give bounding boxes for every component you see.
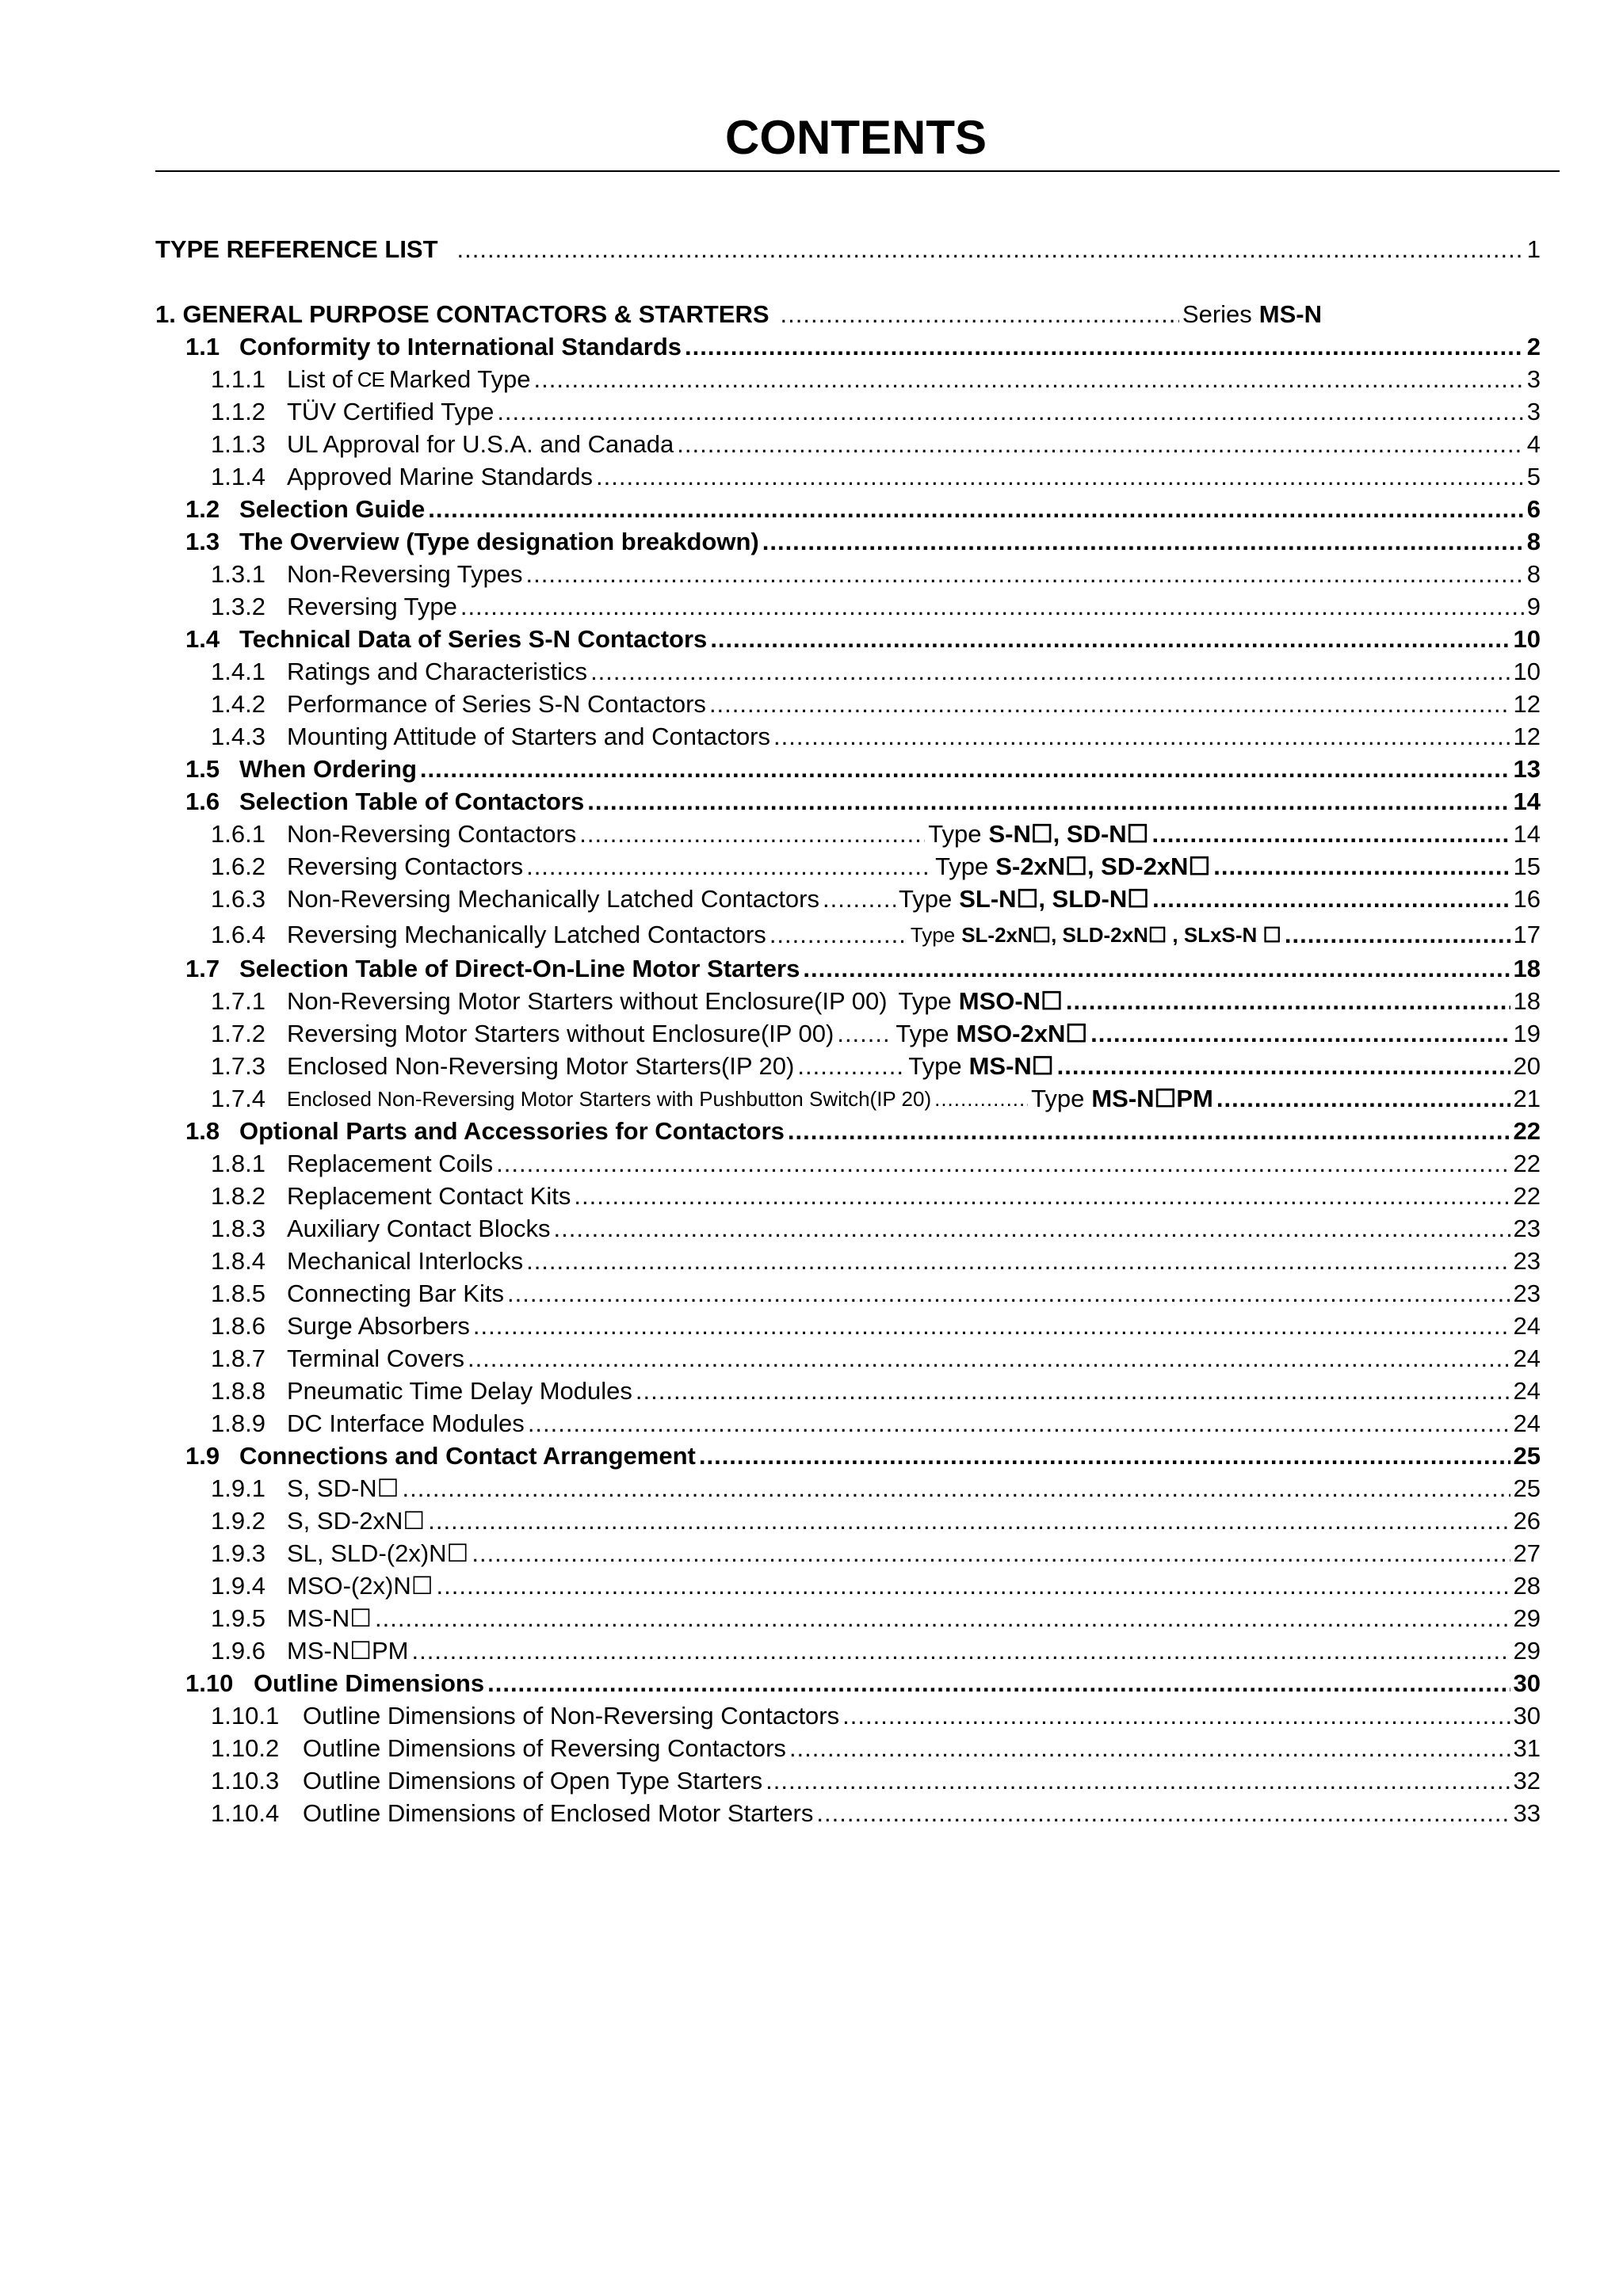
dot-leader — [533, 364, 1523, 395]
toc-subsection-1-7-4[interactable] — [0, 1083, 1623, 1115]
toc-entry-title: Outline Dimensions of Non-Reversing Contactors — [303, 1702, 840, 1730]
dot-leader — [596, 461, 1524, 493]
toc-entry-number: 1.1.3 — [211, 430, 265, 458]
toc-subsection-1-4-1[interactable] — [0, 656, 1623, 688]
toc-entry-number: 1.1.2 — [211, 398, 265, 425]
dot-leader — [1090, 1018, 1510, 1050]
series-label: Series — [1182, 300, 1252, 328]
toc-entry-page: 23 — [1513, 1280, 1541, 1307]
type-value: SL-N☐, SLD-N☐ — [959, 885, 1150, 913]
toc-entry-number: 1.10.4 — [211, 1799, 280, 1827]
toc-entry-number: 1.10.2 — [211, 1734, 280, 1762]
dot-leader — [460, 591, 1524, 623]
toc-entry-title: Reversing Motor Starters without Enclosure(IP 00) — [287, 1020, 834, 1047]
toc-entry-title: Non-Reversing Motor Starters without Enclosure(IP 00) — [287, 987, 888, 1015]
toc-entry-title: Selection Guide — [239, 495, 426, 523]
type-label: Type — [1031, 1085, 1085, 1112]
toc-entry-title: Performance of Series S-N Contactors — [287, 690, 706, 718]
toc-subsection-1-4-2[interactable] — [0, 688, 1623, 720]
toc-entry-page: 3 — [1526, 365, 1541, 393]
dot-leader — [1152, 883, 1510, 915]
toc-entry-title: MSO-(2x)N☐ — [287, 1572, 433, 1600]
toc-entry-title: Reversing Type — [287, 593, 457, 620]
toc-subsection-1-1-2[interactable] — [0, 396, 1623, 428]
toc-entry-number: 1.10.3 — [211, 1767, 280, 1794]
dot-leader — [699, 1440, 1510, 1472]
toc-subsection-1-10-3[interactable] — [0, 1765, 1623, 1797]
toc-subsection-1-7-2[interactable] — [0, 1018, 1623, 1050]
toc-section-1-7[interactable] — [0, 953, 1623, 985]
dot-leader — [590, 656, 1510, 688]
dot-leader — [412, 1635, 1510, 1667]
dot-leader — [428, 494, 1523, 525]
toc-entry-number: 1.6.4 — [211, 921, 265, 948]
toc-entry-number: 1.3.1 — [211, 560, 265, 588]
type-value: MSO-N☐ — [958, 987, 1063, 1015]
type-label: Type — [898, 987, 952, 1015]
dot-leader — [526, 559, 1524, 590]
toc-entry-title: SL, SLD-(2x)N☐ — [287, 1539, 469, 1567]
toc-entry-number: 1.3 — [185, 528, 220, 555]
toc-entry-title: DC Interface Modules — [287, 1409, 525, 1437]
toc-subsection-1-9-5[interactable] — [0, 1603, 1623, 1634]
dot-leader — [1285, 919, 1510, 951]
dot-leader — [496, 1148, 1510, 1180]
toc-entry-number: 1.3.2 — [211, 593, 265, 620]
toc-subsection-1-8-3[interactable] — [0, 1213, 1623, 1245]
toc-entry-number: 1.8.8 — [211, 1377, 265, 1405]
toc-entry-title: Conformity to International Standards — [239, 333, 682, 360]
toc-entry-page: 22 — [1513, 1117, 1541, 1145]
toc-entry-title: Outline Dimensions — [254, 1669, 485, 1697]
toc-chapter-title: 1. GENERAL PURPOSE CONTACTORS & STARTERS — [155, 300, 769, 328]
toc-entry-title: TÜV Certified Type — [287, 398, 495, 425]
dot-leader — [789, 1733, 1510, 1764]
dot-leader — [636, 1375, 1510, 1407]
toc-section-1-10[interactable] — [0, 1668, 1623, 1699]
type-label: Type — [908, 1052, 962, 1080]
dot-leader — [816, 1798, 1510, 1829]
toc-entry-page: 16 — [1513, 885, 1541, 913]
toc-entry-page: 24 — [1513, 1344, 1541, 1372]
dot-leader — [769, 919, 907, 951]
dot-leader — [677, 429, 1524, 460]
toc-entry-title: Non-Reversing Types — [287, 560, 523, 588]
type-label: Type — [899, 885, 953, 913]
toc-entry-title: Selection Table of Contactors — [239, 788, 585, 815]
toc-section-1-8[interactable] — [0, 1116, 1623, 1147]
toc-entry-number: 1.10.1 — [211, 1702, 280, 1730]
toc-entry-title-suffix: Marked Type — [388, 365, 531, 393]
dot-leader — [1057, 1051, 1510, 1082]
toc-entry-type-reference[interactable] — [0, 234, 1623, 265]
toc-entry-title: Approved Marine Standards — [287, 463, 594, 490]
dot-leader — [934, 1083, 1028, 1115]
toc-subsection-1-6-1[interactable] — [0, 818, 1623, 850]
toc-entry-number: 1.9 — [185, 1442, 220, 1470]
dot-leader — [375, 1603, 1510, 1634]
toc-entry-page: 1 — [1526, 235, 1541, 263]
toc-entry-title: The Overview (Type designation breakdown) — [239, 528, 759, 555]
dot-leader — [823, 883, 896, 915]
toc-entry-title: Optional Parts and Accessories for Contactors — [239, 1117, 785, 1145]
toc-entry-page: 9 — [1526, 593, 1541, 620]
toc-entry-number: 1.9.2 — [211, 1507, 265, 1535]
toc-entry-number: 1.6.2 — [211, 852, 265, 880]
toc-subsection-1-8-1[interactable] — [0, 1148, 1623, 1180]
toc-entry-page: 13 — [1513, 755, 1541, 783]
toc-entry-number: 1.4.1 — [211, 658, 265, 685]
toc-entry-number: 1.5 — [185, 755, 220, 783]
dot-leader — [781, 299, 1179, 330]
toc-entry-page: 18 — [1513, 987, 1541, 1015]
toc-section-1-9[interactable] — [0, 1440, 1623, 1472]
dot-leader — [842, 1700, 1510, 1732]
toc-entry-title: When Ordering — [239, 755, 417, 783]
toc-entry-number: 1.10 — [185, 1669, 234, 1697]
toc-entry-title: Terminal Covers — [287, 1344, 464, 1372]
toc-subsection-1-8-9[interactable] — [0, 1408, 1623, 1440]
toc-entry-number: 1.8.3 — [211, 1215, 265, 1242]
type-value: S-2xN☐, SD-2xN☐ — [995, 852, 1211, 880]
toc-subsection-1-3-1[interactable] — [0, 559, 1623, 590]
toc-section-1-4[interactable] — [0, 624, 1623, 655]
dot-leader — [457, 234, 1524, 265]
toc-subsection-1-8-2[interactable] — [0, 1180, 1623, 1212]
toc-entry-number: 1.8.1 — [211, 1150, 265, 1177]
dot-leader — [1066, 986, 1510, 1017]
toc-entry-page: 14 — [1513, 820, 1541, 848]
toc-subsection-1-3-2[interactable] — [0, 591, 1623, 623]
toc-entry-title: Enclosed Non-Reversing Motor Starters(IP 20) — [287, 1052, 795, 1080]
type-value: MSO-2xN☐ — [956, 1020, 1088, 1047]
toc-entry-page: 24 — [1513, 1377, 1541, 1405]
toc-subsection-1-8-8[interactable] — [0, 1375, 1623, 1407]
toc-entry-title: MS-N☐PM — [287, 1637, 409, 1665]
toc-subsection-1-6-3[interactable] — [0, 883, 1623, 915]
toc-entry-title: Non-Reversing Mechanically Latched Contactors — [287, 885, 819, 913]
toc-entry-page: 24 — [1513, 1312, 1541, 1340]
dot-leader — [1216, 1083, 1510, 1115]
toc-subsection-1-9-1[interactable] — [0, 1473, 1623, 1505]
toc-entry-number: 1.9.4 — [211, 1572, 265, 1600]
toc-entry-title: Reversing Contactors — [287, 852, 524, 880]
toc-subsection-1-4-3[interactable] — [0, 721, 1623, 753]
toc-entry-number: 1.6.1 — [211, 820, 265, 848]
toc-entry-page: 20 — [1513, 1052, 1541, 1080]
toc-entry-page: 25 — [1513, 1442, 1541, 1470]
toc-subsection-1-10-4[interactable] — [0, 1798, 1623, 1829]
type-label: Type — [910, 923, 956, 947]
toc-entry-page: 5 — [1526, 463, 1541, 490]
dot-leader — [420, 753, 1510, 785]
toc-entry-number: 1.6.3 — [211, 885, 265, 913]
type-value: SL-2xN☐, SLD-2xN☐ , SLxS-N ☐ — [961, 923, 1281, 947]
toc-entry-page: 18 — [1513, 955, 1541, 982]
toc-entry-number: 1.4 — [185, 625, 220, 653]
toc-subsection-1-10-1[interactable] — [0, 1700, 1623, 1732]
dot-leader — [579, 818, 925, 850]
toc-entry-page: 6 — [1526, 495, 1541, 523]
toc-entry-page: 19 — [1513, 1020, 1541, 1047]
toc-entry-page: 23 — [1513, 1215, 1541, 1242]
toc-subsection-1-8-7[interactable] — [0, 1343, 1623, 1375]
toc-entry-title: Mounting Attitude of Starters and Contactors — [287, 723, 771, 750]
ce-mark-icon: CE — [357, 368, 384, 391]
toc-entry-page: 29 — [1513, 1637, 1541, 1665]
toc-entry-title: Outline Dimensions of Enclosed Motor Starters — [303, 1799, 814, 1827]
toc-subsection-1-9-2[interactable] — [0, 1505, 1623, 1537]
toc-entry-title: S, SD-N☐ — [287, 1474, 399, 1502]
toc-entry-page: 17 — [1513, 921, 1541, 948]
toc-entry-number: 1.7.3 — [211, 1052, 265, 1080]
toc-entry-number: 1.9.1 — [211, 1474, 265, 1502]
toc-entry-number: 1.1 — [185, 333, 220, 360]
dot-leader — [437, 1570, 1510, 1602]
toc-subsection-1-7-3[interactable] — [0, 1051, 1623, 1082]
toc-entry-title: Enclosed Non-Reversing Motor Starters with Pushbutton Switch(IP 20) — [287, 1087, 932, 1111]
toc-entry-page: 24 — [1513, 1409, 1541, 1437]
toc-entry-number: 1.1.1 — [211, 365, 265, 393]
toc-subsection-1-9-6[interactable] — [0, 1635, 1623, 1667]
toc-entry-title: Connections and Contact Arrangement — [239, 1442, 696, 1470]
toc-entry-number: 1.7.2 — [211, 1020, 265, 1047]
toc-entry-title: Outline Dimensions of Reversing Contactors — [303, 1734, 786, 1762]
toc-entry-page: 22 — [1513, 1150, 1541, 1177]
toc-entry-number: 1.2 — [185, 495, 220, 523]
dot-leader — [574, 1180, 1510, 1212]
toc-entry-title: MS-N☐ — [287, 1604, 372, 1632]
type-value: MS-N☐ — [968, 1052, 1054, 1080]
toc-entry-number: 1.7.1 — [211, 987, 265, 1015]
toc-entry-title: S, SD-2xN☐ — [287, 1507, 426, 1535]
toc-subsection-1-9-3[interactable] — [0, 1538, 1623, 1569]
toc-subsection-1-9-4[interactable] — [0, 1570, 1623, 1602]
dot-leader — [402, 1473, 1510, 1505]
type-label: Type — [896, 1020, 949, 1047]
toc-entry-page: 32 — [1513, 1767, 1541, 1794]
toc-entry-page: 23 — [1513, 1247, 1541, 1275]
toc-section-1-6[interactable] — [0, 786, 1623, 818]
dot-leader — [766, 1765, 1510, 1797]
toc-entry-title: Surge Absorbers — [287, 1312, 470, 1340]
toc-entry-page: 29 — [1513, 1604, 1541, 1632]
dot-leader — [473, 1310, 1510, 1342]
dot-leader — [837, 1018, 892, 1050]
toc-subsection-1-8-5[interactable] — [0, 1278, 1623, 1310]
dot-leader — [428, 1505, 1510, 1537]
dot-leader — [468, 1343, 1510, 1375]
toc-entry-page: 8 — [1526, 528, 1541, 555]
toc-entry-page: 2 — [1526, 333, 1541, 360]
toc-chapter-1[interactable] — [0, 299, 1623, 330]
toc-entry-page: 33 — [1513, 1799, 1541, 1827]
dot-leader — [587, 786, 1510, 818]
toc-subsection-1-8-6[interactable] — [0, 1310, 1623, 1342]
toc-entry-number: 1.6 — [185, 788, 220, 815]
toc-entry-page: 30 — [1513, 1669, 1541, 1697]
toc-entry-title: Reversing Mechanically Latched Contactors — [287, 921, 766, 948]
toc-entry-page: 21 — [1513, 1085, 1541, 1112]
toc-subsection-1-6-4[interactable] — [0, 919, 1623, 951]
toc-section-1-1[interactable] — [0, 331, 1623, 363]
toc-entry-number: 1.9.3 — [211, 1539, 265, 1567]
toc-entry-title: Replacement Contact Kits — [287, 1182, 571, 1210]
dot-leader — [497, 396, 1523, 428]
toc-entry-title: List of — [287, 365, 353, 393]
toc-entry-page: 25 — [1513, 1474, 1541, 1502]
toc-entry-number: 1.8.9 — [211, 1409, 265, 1437]
toc-entry-number: 1.8.6 — [211, 1312, 265, 1340]
toc-subsection-1-7-1[interactable] — [0, 986, 1623, 1017]
toc-entry-title: Replacement Coils — [287, 1150, 494, 1177]
toc-entry-number: 1.8.2 — [211, 1182, 265, 1210]
dot-leader — [1213, 851, 1510, 883]
toc-entry-number: 1.7.4 — [211, 1085, 265, 1112]
toc-entry-number: 1.8.7 — [211, 1344, 265, 1372]
toc-entry-page: 10 — [1513, 625, 1541, 653]
dot-leader — [803, 953, 1510, 985]
toc-entry-title: Connecting Bar Kits — [287, 1280, 504, 1307]
toc-entry-number: 1.9.6 — [211, 1637, 265, 1665]
dot-leader — [797, 1051, 905, 1082]
toc-section-1-5[interactable] — [0, 753, 1623, 785]
dot-leader — [472, 1538, 1510, 1569]
toc-entry-page: 10 — [1513, 658, 1541, 685]
dot-leader — [773, 721, 1510, 753]
toc-entry-page: 3 — [1526, 398, 1541, 425]
toc-entry-page: 8 — [1526, 560, 1541, 588]
toc-entry-title: TYPE REFERENCE LIST — [155, 235, 438, 263]
dot-leader — [709, 688, 1510, 720]
dot-leader — [1151, 818, 1510, 850]
dot-leader — [487, 1668, 1510, 1699]
dot-leader — [526, 1245, 1510, 1277]
toc-entry-title: Non-Reversing Contactors — [287, 820, 577, 848]
toc-entry-page: 27 — [1513, 1539, 1541, 1567]
type-value: MS-N☐PM — [1091, 1085, 1213, 1112]
toc-entry-title: Technical Data of Series S-N Contactors — [239, 625, 708, 653]
type-value: S-N☐, SD-N☐ — [988, 820, 1149, 848]
dot-leader — [788, 1116, 1510, 1147]
toc-section-1-2[interactable] — [0, 494, 1623, 525]
toc-entry-page: 30 — [1513, 1702, 1541, 1730]
type-label: Type — [928, 820, 982, 848]
toc-subsection-1-1-4[interactable] — [0, 461, 1623, 493]
toc-entry-page: 12 — [1513, 690, 1541, 718]
toc-subsection-1-8-4[interactable] — [0, 1245, 1623, 1277]
toc-entry-page: 31 — [1513, 1734, 1541, 1762]
toc-entry-title: Mechanical Interlocks — [287, 1247, 524, 1275]
dot-leader — [554, 1213, 1510, 1245]
dot-leader — [685, 331, 1524, 363]
toc-entry-page: 12 — [1513, 723, 1541, 750]
toc-entry-title: Ratings and Characteristics — [287, 658, 588, 685]
toc-entry-number: 1.7 — [185, 955, 220, 982]
toc-subsection-1-1-3[interactable] — [0, 429, 1623, 460]
toc-entry-title: Pneumatic Time Delay Modules — [287, 1377, 632, 1405]
toc-entry-page: 15 — [1513, 852, 1541, 880]
toc-entry-title: Outline Dimensions of Open Type Starters — [303, 1767, 763, 1794]
series-value: MS-N — [1258, 300, 1322, 328]
toc-entry-number: 1.4.3 — [211, 723, 265, 750]
toc-subsection-1-1-1[interactable] — [0, 364, 1623, 395]
dot-leader — [507, 1278, 1510, 1310]
toc-entry-page: 22 — [1513, 1182, 1541, 1210]
dot-leader — [762, 526, 1524, 558]
toc-entry-number: 1.8.4 — [211, 1247, 265, 1275]
toc-entry-page: 14 — [1513, 788, 1541, 815]
toc-entry-number: 1.8.5 — [211, 1280, 265, 1307]
toc-subsection-1-6-2[interactable] — [0, 851, 1623, 883]
toc-entry-number: 1.4.2 — [211, 690, 265, 718]
dot-leader — [526, 851, 932, 883]
toc-entry-number: 1.1.4 — [211, 463, 265, 490]
page-title: CONTENTS — [725, 111, 987, 164]
toc-entry-page: 4 — [1526, 430, 1541, 458]
toc-subsection-1-10-2[interactable] — [0, 1733, 1623, 1764]
toc-entry-number: 1.9.5 — [211, 1604, 265, 1632]
type-label: Type — [935, 852, 989, 880]
toc-section-1-3[interactable] — [0, 526, 1623, 558]
toc-entry-title: Auxiliary Contact Blocks — [287, 1215, 551, 1242]
toc-entry-page: 28 — [1513, 1572, 1541, 1600]
toc-entry-title: UL Approval for U.S.A. and Canada — [287, 430, 674, 458]
toc-entry-number: 1.8 — [185, 1117, 220, 1145]
dot-leader — [528, 1408, 1510, 1440]
toc-entry-page: 26 — [1513, 1507, 1541, 1535]
toc-entry-title: Selection Table of Direct-On-Line Motor Starters — [239, 955, 800, 982]
dot-leader — [710, 624, 1510, 655]
